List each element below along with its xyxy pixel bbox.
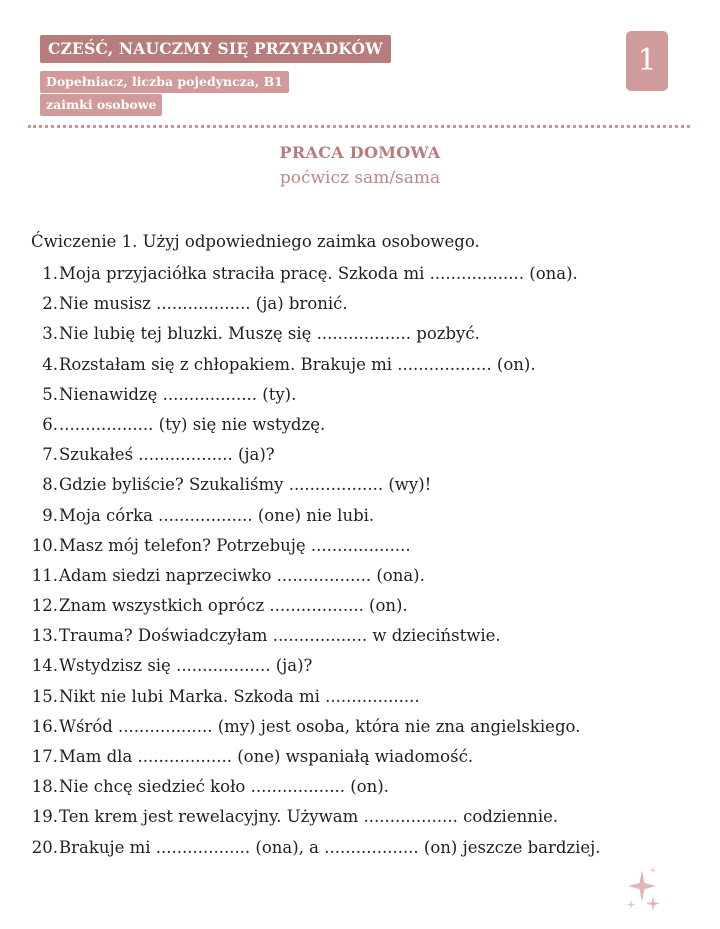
exercise-number: 15. (31, 686, 58, 706)
exercise-sentence: Moja córka .................. (one) nie lubi. (59, 505, 375, 525)
exercise-item (26, 747, 686, 777)
exercise-sentence: Rozstałam się z chłopakiem. Brakuje mi .................. (on). (59, 354, 536, 374)
exercise-item (26, 838, 686, 868)
exercise-number: 4. (42, 354, 58, 374)
exercise-sentence: Brakuje mi .................. (ona), a .................. (on) jeszcze bardziej. (59, 837, 601, 857)
homework-title: PRACA DOMOWA (279, 143, 441, 162)
exercise-item (26, 445, 686, 475)
exercise-number: 13. (31, 626, 58, 646)
exercise-item (26, 415, 686, 445)
exercise-number: 3. (42, 324, 58, 344)
exercise-number: 16. (31, 716, 58, 736)
exercise-item (26, 355, 686, 385)
exercise-number: 7. (42, 445, 58, 465)
exercise-number: 2. (42, 294, 58, 314)
exercise-number: 18. (31, 777, 58, 797)
lesson-title: CZEŚĆ, NAUCZMY SIĘ PRZYPADKÓW (40, 35, 391, 63)
exercise-sentence: .................. (ty) się nie wstydzę. (59, 414, 326, 434)
exercise-item (26, 264, 686, 294)
exercise-number: 20. (31, 837, 58, 857)
exercise-item (26, 566, 686, 596)
exercise-sentence: Nie musisz .................. (ja) bronić. (59, 294, 348, 314)
exercise-number: 6. (42, 414, 58, 434)
exercise-sentence: Ten krem jest rewelacyjny. Używam .................. codziennie. (59, 807, 559, 827)
exercise-sentence: Trauma? Doświadczyłam .................. w dzieciństwie. (59, 626, 501, 646)
exercise-item (26, 687, 686, 717)
exercise-number: 14. (31, 656, 58, 676)
exercise-number: 11. (31, 565, 58, 585)
exercise-number: 9. (42, 505, 58, 525)
exercise-number: 12. (31, 596, 58, 616)
exercise-item (26, 536, 686, 566)
exercise-number: 19. (31, 807, 58, 827)
exercise-sentence: Znam wszystkich oprócz .................. (on). (59, 596, 408, 616)
exercise-item (26, 717, 686, 747)
exercise-sentence: Nie lubię tej bluzki. Muszę się .................. pozbyć. (59, 324, 480, 344)
exercise-sentence: Mam dla .................. (one) wspaniałą wiadomość. (59, 747, 474, 766)
exercise-sentence: Moja przyjaciółka straciła pracę. Szkoda mi .................. (ona). (59, 264, 578, 283)
exercise-item (26, 807, 686, 837)
exercise-number: 10. (31, 535, 58, 555)
homework-subtitle: poćwicz sam/sama (279, 168, 441, 188)
exercise-item (26, 506, 686, 536)
exercise-sentence: Gdzie byliście? Szukaliśmy .................. (wy)! (59, 475, 432, 495)
sparkle-icon (622, 866, 666, 916)
lesson-subtitle-topic: zaimki osobowe (40, 94, 162, 116)
exercise-sentence: Masz mój telefon? Potrzebuję ................... (59, 535, 411, 555)
exercise-item (26, 324, 686, 354)
exercise-sentence: Wstydzisz się .................. (ja)? (59, 656, 313, 676)
exercise-sentence: Nie chcę siedzieć koło .................. (on). (59, 777, 389, 797)
exercise-number: 8. (42, 475, 58, 495)
exercise-instruction: Ćwiczenie 1. Użyj odpowiedniego zaimka osobowego. (31, 232, 480, 251)
exercise-number: 1. (42, 264, 58, 283)
lesson-subtitle-grammar: Dopełniacz, liczba pojedyncza, B1 (40, 71, 289, 93)
exercise-item (26, 475, 686, 505)
exercise-number: 17. (31, 747, 58, 766)
exercise-item (26, 777, 686, 807)
exercise-sentence: Szukałeś .................. (ja)? (59, 445, 275, 465)
exercise-item (26, 626, 686, 656)
exercise-item (26, 596, 686, 626)
dotted-divider (28, 125, 690, 128)
exercise-number: 5. (42, 384, 58, 404)
exercise-list (26, 264, 686, 868)
unit-number-badge: 1 (626, 31, 668, 91)
exercise-sentence: Nikt nie lubi Marka. Szkoda mi .................. (59, 686, 420, 706)
exercise-item (26, 385, 686, 415)
exercise-sentence: Adam siedzi naprzeciwko .................. (ona). (59, 565, 425, 585)
exercise-item (26, 294, 686, 324)
exercise-item (26, 656, 686, 686)
exercise-sentence: Wśród .................. (my) jest osoba, która nie zna angielskiego. (59, 716, 581, 736)
exercise-sentence: Nienawidzę .................. (ty). (59, 384, 297, 404)
